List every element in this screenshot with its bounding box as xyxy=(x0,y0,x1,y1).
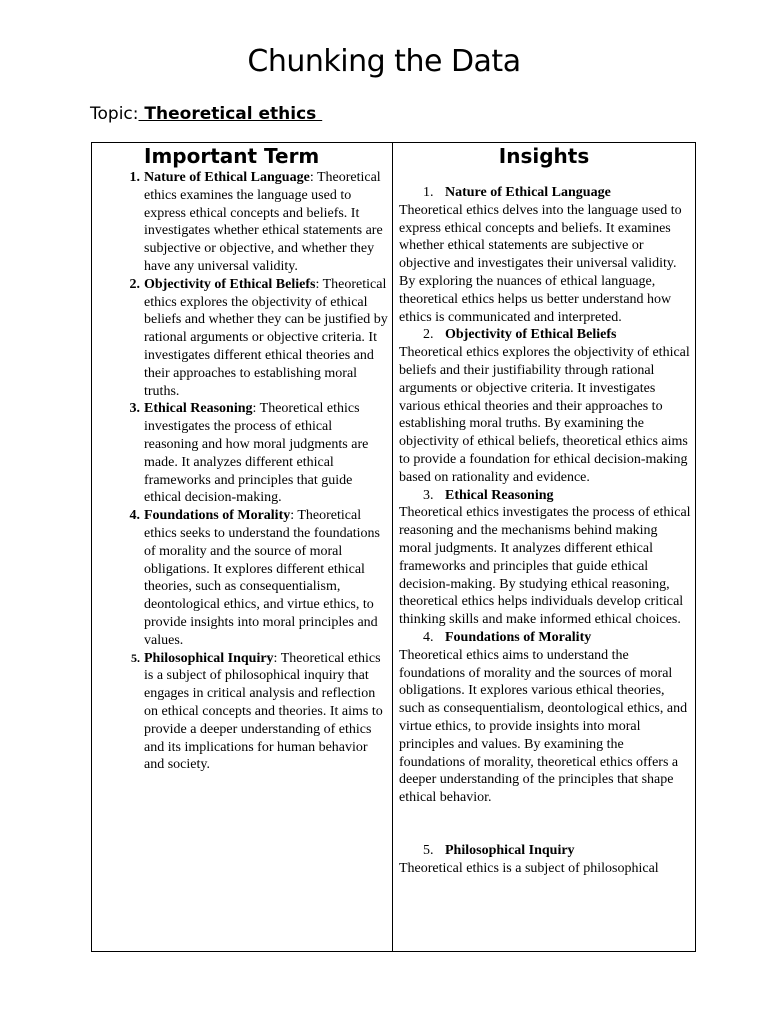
term-item: 4. Foundations of Morality: Theoretical ethics seeks to understand the foundations of morality and the source of moral obligations. It explores different ethical theories, such as consequentialism, deontological ethics, and virtue ethics, to provide insights into moral principles and values. xyxy=(144,507,392,649)
insights-body xyxy=(393,169,695,877)
term-item: 5. Philosophical Inquiry: Theoretical ethics is a subject of philosophical inquiry that engages in critical analysis and reflection on ethical concepts and theories. It aims to provide a deeper understanding of ethics and its implications for human behavior and society. xyxy=(144,650,392,775)
insight-text: Theoretical ethics investigates the process of ethical reasoning and the mechanisms behind making moral judgments. It analyzes different ethical frameworks and principles that guide ethical decision-making. By studying ethical reasoning, theoretical ethics helps individuals develop critical thinking skills and make informed ethical choices. xyxy=(399,505,691,628)
page-title: Chunking the Data xyxy=(247,44,521,79)
term-name: Philosophical Inquiry xyxy=(144,650,274,666)
insight-heading xyxy=(399,487,691,505)
insight-heading xyxy=(399,629,691,647)
term-name: Nature of Ethical Language xyxy=(144,170,310,185)
term-number: 4. xyxy=(129,508,140,524)
insights-header: Insights xyxy=(498,144,590,168)
topic-label: Topic: xyxy=(90,104,139,124)
insight-title: Philosophical Inquiry xyxy=(445,842,575,858)
term-number: 1. xyxy=(129,170,140,185)
insight-heading xyxy=(399,842,691,860)
term-name: Objectivity of Ethical Beliefs xyxy=(144,276,316,292)
insight-text: Theoretical ethics aims to understand the foundations of morality and the sources of moral obligations. It explores various ethical theories, such as consequentialism, deontological ethics, and virtue ethics, to provide insights into moral principles and values. By examining the foundations of morality, theoretical ethics offers a deeper understanding of the principles that shape ethical behavior. xyxy=(399,647,688,806)
term-description: Theoretical ethics explores the objectivity of ethical beliefs and whether they can be justified by rational arguments or objective criteria. It investigates different ethical theories and their approaches to establishing moral truths. xyxy=(144,276,388,399)
insight-title: Ethical Reasoning xyxy=(445,487,554,503)
insight-title: Nature of Ethical Language xyxy=(445,185,611,200)
insight-heading xyxy=(399,326,691,344)
term-name: Ethical Reasoning xyxy=(144,401,253,417)
insight-number: 2. xyxy=(423,327,434,343)
insight-text: Theoretical ethics is a subject of philosophical xyxy=(399,860,659,876)
insights-body-clip xyxy=(393,169,695,943)
term-description: Theoretical ethics examines the language used to express ethical concepts and beliefs. It investigates whether ethical statements are subjective or objective, and whether they have any universal validity. xyxy=(144,170,383,274)
insight-number: 3. xyxy=(423,487,434,503)
term-item: 1. Nature of Ethical Language: Theoretical ethics examines the language used to express ethical concepts and beliefs. It investigates whether ethical statements are subjective or objective, and whether they have any universal validity. xyxy=(144,169,392,276)
insight-number: 1. xyxy=(423,185,434,200)
insight-title: Objectivity of Ethical Beliefs xyxy=(445,327,617,343)
important-terms-column xyxy=(92,143,393,952)
terms-list xyxy=(92,169,392,774)
paragraph-gap xyxy=(399,807,691,842)
insight-number: 5. xyxy=(423,842,434,858)
term-description: Theoretical ethics investigates the process of ethical reasoning and how moral judgments are made. It analyzes different ethical frameworks and principles that guide ethical decision-making. xyxy=(144,401,369,506)
term-item: 2. Objectivity of Ethical Beliefs: Theoretical ethics explores the objectivity of ethical beliefs and whether they can be justified by rational arguments or objective criteria. It investigates different ethical theories and their approaches to establishing moral truths. xyxy=(144,276,392,401)
term-number: 2. xyxy=(129,276,140,292)
term-number: 5. xyxy=(131,650,140,665)
chunking-table xyxy=(91,142,696,952)
topic-line xyxy=(90,104,322,124)
term-description: Theoretical ethics is a subject of philosophical inquiry that engages in critical analysis and reflection on ethical concepts and theories. It aims to provide a deeper understanding of ethics and its implications for human behavior and society. xyxy=(144,650,383,773)
term-name: Foundations of Morality xyxy=(144,508,291,524)
term-description: Theoretical ethics seeks to understand the foundations of morality and the source of moral obligations. It explores different ethical theories, such as consequentialism, deontological ethics, and virtue ethics, to provide insights into moral principles and values. xyxy=(144,508,381,648)
insight-text: Theoretical ethics explores the objectivity of ethical beliefs and their justifiability through rational arguments or objective criteria. It investigates various ethical theories and their approaches to establishing moral truths. By examining the objectivity of ethical beliefs, theoretical ethics aims to provide a foundation for ethical decision-making based on rationality and evidence. xyxy=(399,345,690,485)
insights-column xyxy=(393,143,696,952)
insight-text: Theoretical ethics delves into the language used to express ethical concepts and beliefs. It examines whether ethical statements are subjective or objective and investigates their universal validity. By exploring the nuances of ethical language, theoretical ethics helps us better understand how ethics is communicated and interpreted. xyxy=(399,202,682,325)
important-term-header: Important Term xyxy=(144,144,320,168)
topic-value: Theoretical ethics xyxy=(138,104,323,124)
insight-heading xyxy=(399,184,691,202)
insight-number: 4. xyxy=(423,629,434,645)
term-item: 3. Ethical Reasoning: Theoretical ethics investigates the process of ethical reasoning and how moral judgments are made. It analyzes different ethical frameworks and principles that guide ethical decision-making. xyxy=(144,400,392,507)
insight-title: Foundations of Morality xyxy=(445,629,592,645)
term-number: 3. xyxy=(129,401,140,417)
